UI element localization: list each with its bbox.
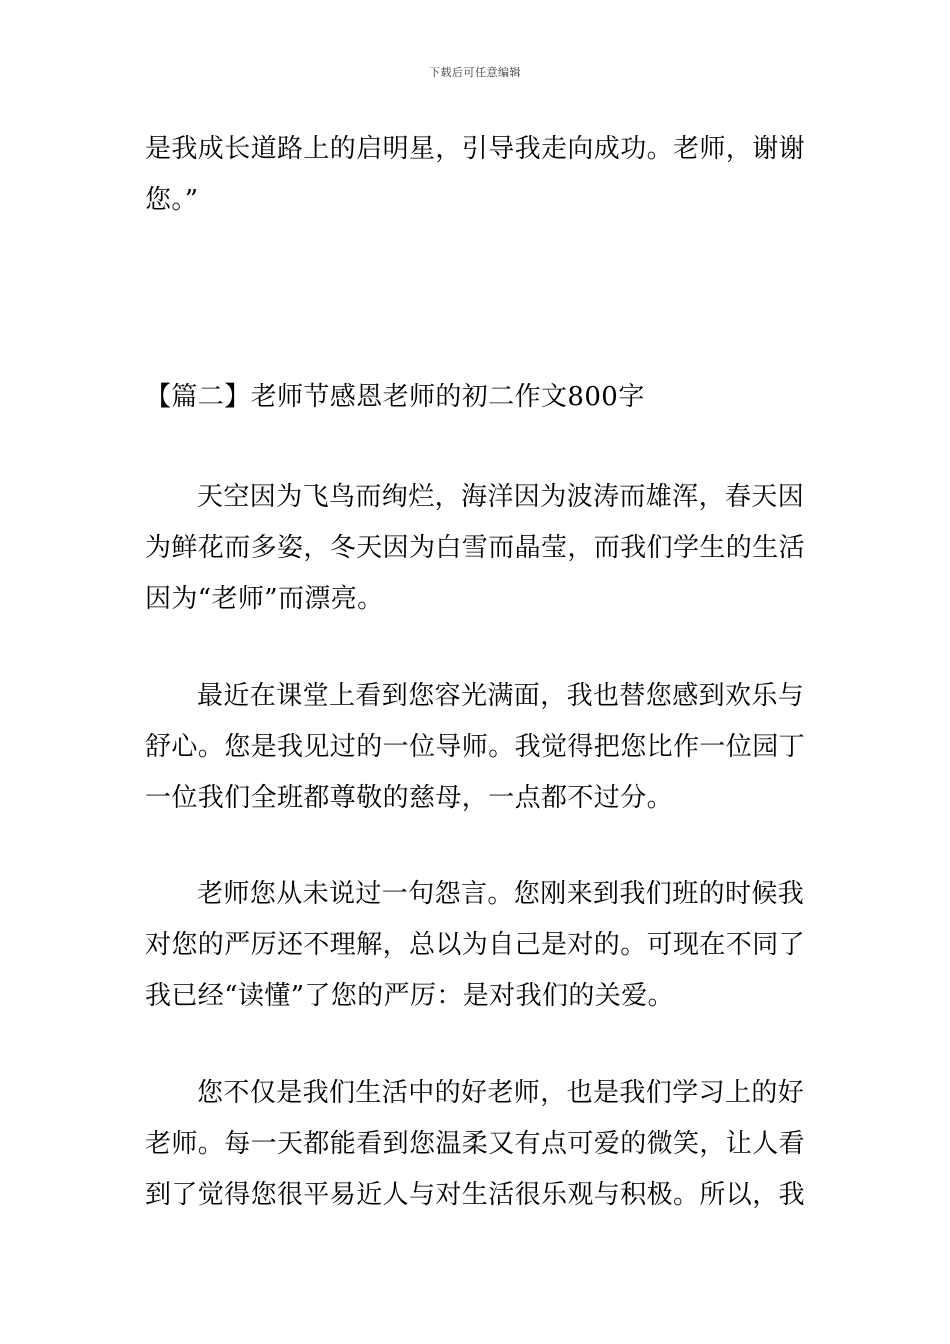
text-line: 您。” <box>145 185 199 215</box>
text-line: 一位我们全班都尊敬的慈母，一点都不过分。 <box>145 783 674 813</box>
paragraph-2 <box>145 671 807 824</box>
text-line: 为鲜花而多姿，冬天因为白雪而晶莹，而我们学生的生活 <box>145 533 806 563</box>
text-line: 到了觉得您很平易近人与对生活很乐观与积极。所以，我 <box>145 1180 806 1210</box>
section-title <box>145 372 807 423</box>
text-line: 天空因为飞鸟而绚烂，海洋因为波涛而雄浑，春天因 <box>197 482 805 512</box>
page-header-note: 下载后可任意编辑 <box>429 66 521 79</box>
continuation-paragraph <box>145 124 807 226</box>
text-line: 最近在课堂上看到您容光满面，我也替您感到欢乐与 <box>197 681 805 711</box>
paragraph-4 <box>145 1068 807 1221</box>
section-title-text: 【篇二】老师节感恩老师的初二作文800字 <box>145 382 645 412</box>
text-line: 因为“老师”而漂亮。 <box>145 584 384 614</box>
text-line: 老师。每一天都能看到您温柔又有点可爱的微笑，让人看 <box>145 1129 806 1159</box>
text-line: 您不仅是我们生活中的好老师，也是我们学习上的好 <box>197 1078 805 1108</box>
paragraph-1 <box>145 472 807 625</box>
text-line: 是我成长道路上的启明星，引导我走向成功。老师，谢谢 <box>145 134 806 164</box>
paragraph-3 <box>145 869 807 1022</box>
text-line: 老师您从未说过一句怨言。您刚来到我们班的时候我 <box>197 879 805 909</box>
text-line: 舒心。您是我见过的一位导师。我觉得把您比作一位园丁 <box>145 732 806 762</box>
text-line: 我已经“读懂”了您的严厉：是对我们的关爱。 <box>145 981 674 1011</box>
text-line: 对您的严厉还不理解，总以为自己是对的。可现在不同了 <box>145 930 806 960</box>
